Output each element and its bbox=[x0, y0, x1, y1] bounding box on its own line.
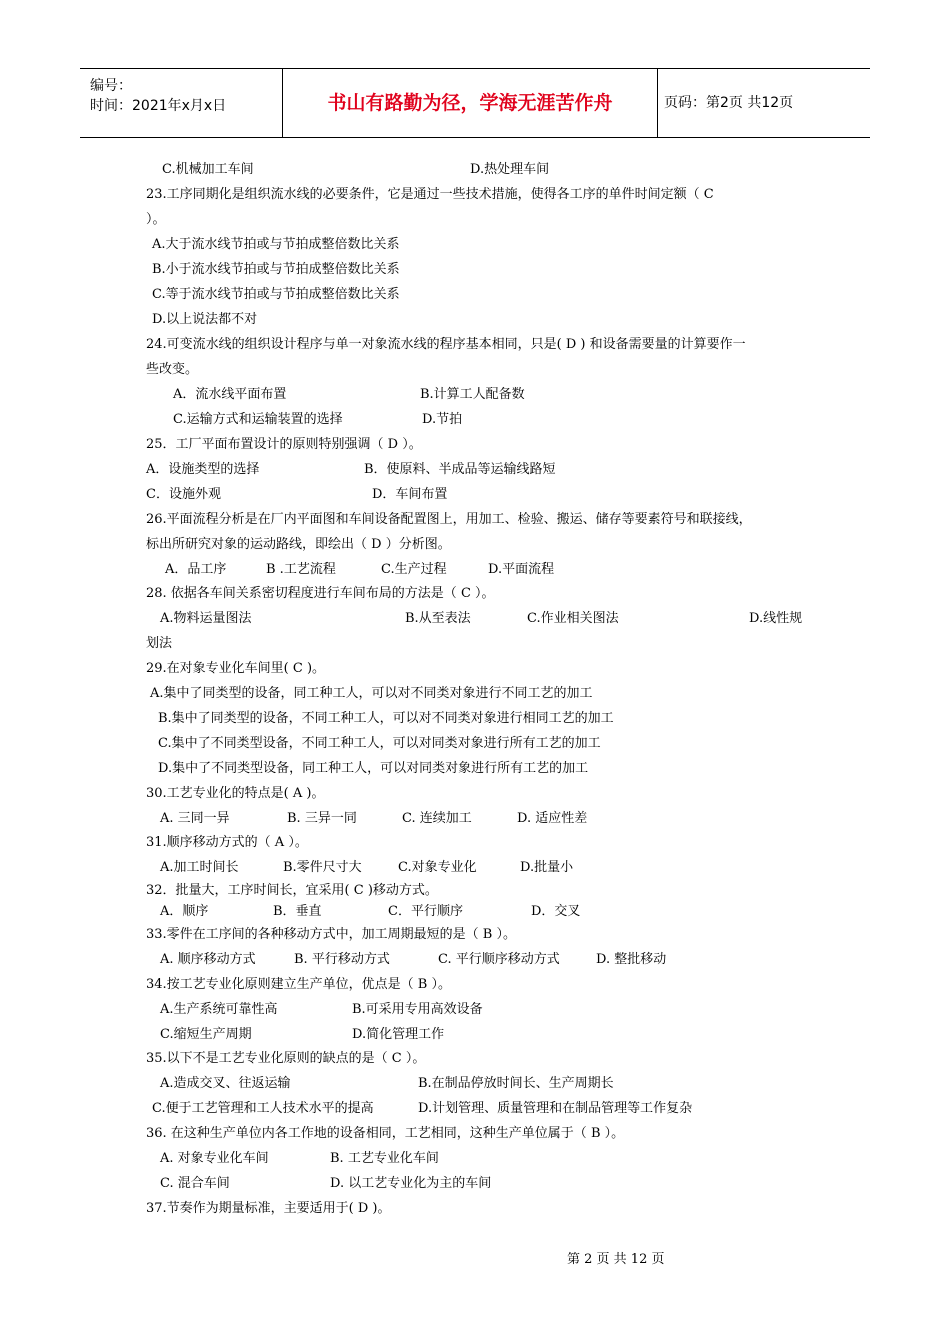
line-13: C．设施外观 bbox=[146, 487, 221, 502]
line-36: 35.以下不是工艺专业化原则的缺点的是（ C ）。 bbox=[146, 1051, 426, 1066]
line-26-option-c: C. 连续加工 bbox=[402, 811, 472, 826]
line-41-option-b: D. 以工艺专业化为主的车间 bbox=[330, 1176, 492, 1191]
line-39: 36. 在这种生产单位内各工作地的设备相同，工艺相同，这种生产单位属于（ B ）。 bbox=[146, 1126, 625, 1141]
line-24: D.集中了不同类型设备，同工种工人，可以对同类对象进行所有工艺的加工 bbox=[158, 761, 589, 776]
line-28: A.加工时间长 bbox=[160, 860, 239, 875]
line-2: ）。 bbox=[146, 212, 166, 227]
line-30-option-c: C．平行顺序 bbox=[388, 904, 463, 919]
line-6: D.以上说法都不对 bbox=[152, 312, 258, 327]
line-35: C.缩短生产周期 bbox=[160, 1027, 252, 1042]
line-16: A．品工序 bbox=[165, 562, 227, 577]
line-12-option-b: B．使原料、半成品等运输线路短 bbox=[364, 462, 556, 477]
line-41: C. 混合车间 bbox=[160, 1176, 230, 1191]
line-16-option-c: C.生产过程 bbox=[381, 562, 447, 577]
slogan: 书山有路勤为径，学海无涯苦作舟 bbox=[283, 69, 658, 137]
footer-page-number: 第 2 页 共 12 页 bbox=[567, 1252, 665, 1267]
line-30-option-b: B．垂直 bbox=[273, 904, 322, 919]
line-26-option-b: B. 三异一同 bbox=[287, 811, 357, 826]
line-33: 34.按工艺专业化原则建立生产单位，优点是（ B ）。 bbox=[146, 977, 451, 992]
line-23: C.集中了不同类型设备，不同工种工人，可以对同类对象进行所有工艺的加工 bbox=[158, 736, 601, 751]
line-26: A. 三同一异 bbox=[160, 811, 230, 826]
line-32-option-b: B. 平行移动方式 bbox=[294, 952, 390, 967]
line-34-option-b: B.可采用专用高效设备 bbox=[352, 1002, 483, 1017]
line-40-option-b: B. 工艺专业化车间 bbox=[330, 1151, 439, 1166]
line-29: 32．批量大，工序时间长，宜采用( C )移动方式。 bbox=[146, 883, 438, 898]
number-label: 编号： bbox=[90, 78, 132, 94]
line-11: 25．工厂平面布置设计的原则特别强调（ D ）。 bbox=[146, 437, 422, 452]
line-27: 31.顺序移动方式的（ A ）。 bbox=[146, 835, 308, 850]
header-info-cell bbox=[80, 69, 283, 137]
line-0-option-b: D.热处理车间 bbox=[470, 162, 550, 177]
line-19: 划法 bbox=[146, 636, 173, 651]
line-16-option-b: B .工艺流程 bbox=[266, 562, 336, 577]
line-38-option-b: D.计划管理、质量管理和在制品管理等工作复杂 bbox=[418, 1101, 693, 1116]
line-12: A．设施类型的选择 bbox=[146, 462, 260, 477]
line-42: 37.节奏作为期量标准，主要适用于( D )。 bbox=[146, 1201, 391, 1216]
line-32-option-d: D. 整批移动 bbox=[596, 952, 667, 967]
line-28-option-c: C.对象专业化 bbox=[398, 860, 477, 875]
line-18-option-b: B.从至表法 bbox=[405, 611, 471, 626]
line-37: A.造成交叉、往返运输 bbox=[160, 1076, 291, 1091]
line-0: C.机械加工车间 bbox=[162, 162, 254, 177]
line-32: A. 顺序移动方式 bbox=[160, 952, 256, 967]
line-28-option-b: B.零件尺寸大 bbox=[283, 860, 362, 875]
line-3: A.大于流水线节拍或与节拍成整倍数比关系 bbox=[152, 237, 400, 252]
line-9-option-b: B.计算工人配备数 bbox=[420, 387, 525, 402]
line-25: 30.工艺专业化的特点是( A )。 bbox=[146, 786, 325, 801]
line-31: 33.零件在工序间的各种移动方式中，加工周期最短的是（ B ）。 bbox=[146, 927, 516, 942]
line-34: A.生产系统可靠性高 bbox=[160, 1002, 278, 1017]
line-18: A.物料运量图法 bbox=[160, 611, 252, 626]
line-5: C.等于流水线节拍或与节拍成整倍数比关系 bbox=[152, 287, 400, 302]
line-30-option-d: D．交叉 bbox=[531, 904, 581, 919]
line-37-option-b: B.在制品停放时间长、生产周期长 bbox=[418, 1076, 614, 1091]
page-info: 页码：第2页 共12页 bbox=[664, 95, 794, 111]
line-38: C.便于工艺管理和工人技术水平的提高 bbox=[152, 1101, 374, 1116]
line-4: B.小于流水线节拍或与节拍成整倍数比关系 bbox=[152, 262, 400, 277]
time-label: 时间：2021年x月x日 bbox=[90, 98, 227, 114]
line-17: 28. 依据各车间关系密切程度进行车间布局的方法是（ C ）。 bbox=[146, 586, 495, 601]
line-22: B.集中了同类型的设备，不同工种工人，可以对不同类对象进行相同工艺的加工 bbox=[158, 711, 614, 726]
line-14: 26.平面流程分析是在厂内平面图和车间设备配置图上，用加工、检验、搬运、储存等要素符号和联接线， bbox=[146, 512, 752, 527]
line-8: 些改变。 bbox=[146, 362, 199, 377]
line-9: A．流水线平面布置 bbox=[173, 387, 287, 402]
line-10: C.运输方式和运输装置的选择 bbox=[173, 412, 343, 427]
line-7: 24.可变流水线的组织设计程序与单一对象流水线的程序基本相同，只是( D ) 和设备需要量的计算要作一 bbox=[146, 337, 746, 352]
line-18-option-d: D.线性规 bbox=[749, 611, 803, 626]
line-26-option-d: D. 适应性差 bbox=[517, 811, 588, 826]
line-10-option-b: D.节拍 bbox=[422, 412, 463, 427]
line-40: A. 对象专业化车间 bbox=[160, 1151, 269, 1166]
line-1: 23.工序同期化是组织流水线的必要条件，它是通过一些技术措施，使得各工序的单件时间定额（ C bbox=[146, 187, 714, 202]
line-30: A．顺序 bbox=[160, 904, 209, 919]
page-header bbox=[80, 68, 870, 138]
line-18-option-c: C.作业相关图法 bbox=[527, 611, 619, 626]
line-35-option-b: D.简化管理工作 bbox=[352, 1027, 445, 1042]
line-20: 29.在对象专业化车间里( C )。 bbox=[146, 661, 326, 676]
line-28-option-d: D.批量小 bbox=[520, 860, 574, 875]
line-13-option-b: D．车间布置 bbox=[372, 487, 448, 502]
line-21: A.集中了同类型的设备，同工种工人，可以对不同类对象进行不同工艺的加工 bbox=[150, 686, 593, 701]
line-15: 标出所研究对象的运动路线，即绘出（ D ）分析图。 bbox=[146, 537, 451, 552]
line-16-option-d: D.平面流程 bbox=[488, 562, 555, 577]
line-32-option-c: C. 平行顺序移动方式 bbox=[438, 952, 560, 967]
